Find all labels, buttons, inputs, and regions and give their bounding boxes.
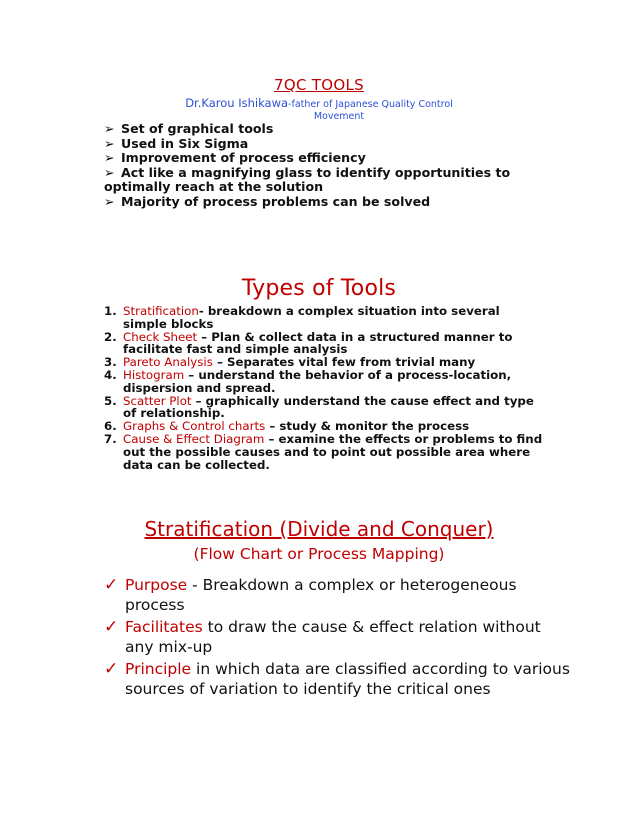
author-name: Dr.Karou Ishikawa <box>185 96 289 110</box>
tool-description: – understand the behavior of a process-location, dispersion and spread. <box>123 367 512 395</box>
tool-description: – Separates vital few from trivial many <box>212 355 476 370</box>
list-item: 6. Graphs & Control charts – study & monitor the process <box>104 419 470 434</box>
arrowhead-icon: ➢ <box>104 135 115 151</box>
tool-name: Histogram <box>123 367 185 382</box>
arrowhead-icon: ➢ <box>104 150 115 165</box>
stratification-section <box>0 517 638 701</box>
intro-section <box>0 76 638 209</box>
list-item: ➢ Act like a magnifying glass to identify opportunities to optimally reach at the solution <box>104 164 511 194</box>
list-item: ➢ Majority of process problems can be solved <box>104 193 431 209</box>
list-item: ✓ Facilitates to draw the cause & effect relation without any mix-up <box>104 617 541 656</box>
list-item: 3. Pareto Analysis – Separates vital few from trivial many <box>104 355 476 370</box>
list-item: ✓ Principle in which data are classified according to various sources of variation to identify the critical ones <box>104 659 570 698</box>
section-heading: Types of Tools <box>241 276 397 301</box>
list-item: ✓ Purpose - Breakdown a complex or heterogeneous process <box>104 575 517 614</box>
list-item: 5. Scatter Plot – graphically understand the cause effect and type of relationship. <box>104 393 534 421</box>
tool-name: Pareto Analysis <box>123 355 213 370</box>
list-item: 7. Cause & Effect Diagram – examine the effects or problems to find out the possible causes and to point out possible area where data can be collected. <box>104 431 543 472</box>
list-item: ➢ Improvement of process efficiency <box>104 150 366 165</box>
tool-name: Check Sheet <box>123 329 198 344</box>
page-title: 7QC TOOLS <box>274 76 364 94</box>
tool-name: Cause & Effect Diagram <box>123 431 265 446</box>
section-heading: Stratification (Divide and Conquer) <box>144 517 494 541</box>
list-item: 4. Histogram – understand the behavior of a process-location, dispersion and spread. <box>104 367 512 395</box>
list-item: ➢ Used in Six Sigma <box>104 135 249 151</box>
arrowhead-icon: ➢ <box>104 121 115 136</box>
list-item: 1. Stratification- breakdown a complex situation into several simple blocks <box>104 304 500 331</box>
stratification-list <box>0 575 574 699</box>
section-subheading: (Flow Chart or Process Mapping) <box>193 545 445 563</box>
tool-description: – study & monitor the process <box>265 419 470 434</box>
tool-description: – graphically understand the cause effect and type of relationship. <box>123 393 534 421</box>
list-item: ➢ Set of graphical tools <box>104 121 274 136</box>
tool-description: - breakdown a complex situation into several simple blocks <box>123 304 500 331</box>
author-line <box>0 97 638 111</box>
checkmark-icon: ✓ <box>104 575 119 595</box>
author-description-cont: Movement <box>313 111 365 122</box>
arrowhead-icon: ➢ <box>104 164 115 180</box>
tool-name: Scatter Plot <box>123 393 192 408</box>
intro-bullet-list <box>0 122 544 209</box>
checkmark-icon: ✓ <box>104 659 119 679</box>
arrowhead-icon: ➢ <box>104 193 115 209</box>
checkmark-icon: ✓ <box>104 617 119 637</box>
tool-description: – Plan & collect data in a structured manner to facilitate fast and simple analysis <box>123 329 513 357</box>
tools-list <box>0 305 544 471</box>
tool-description: – examine the effects or problems to find out the possible causes and to point out possible area where data can be collected. <box>123 431 543 472</box>
types-section <box>0 276 638 471</box>
tool-name: Graphs & Control charts <box>123 419 266 434</box>
author-description: -father of Japanese Quality Control <box>288 99 453 110</box>
list-item: 2. Check Sheet – Plan & collect data in a structured manner to facilitate fast and simple analysis <box>104 329 513 357</box>
tool-name: Stratification <box>123 304 199 318</box>
